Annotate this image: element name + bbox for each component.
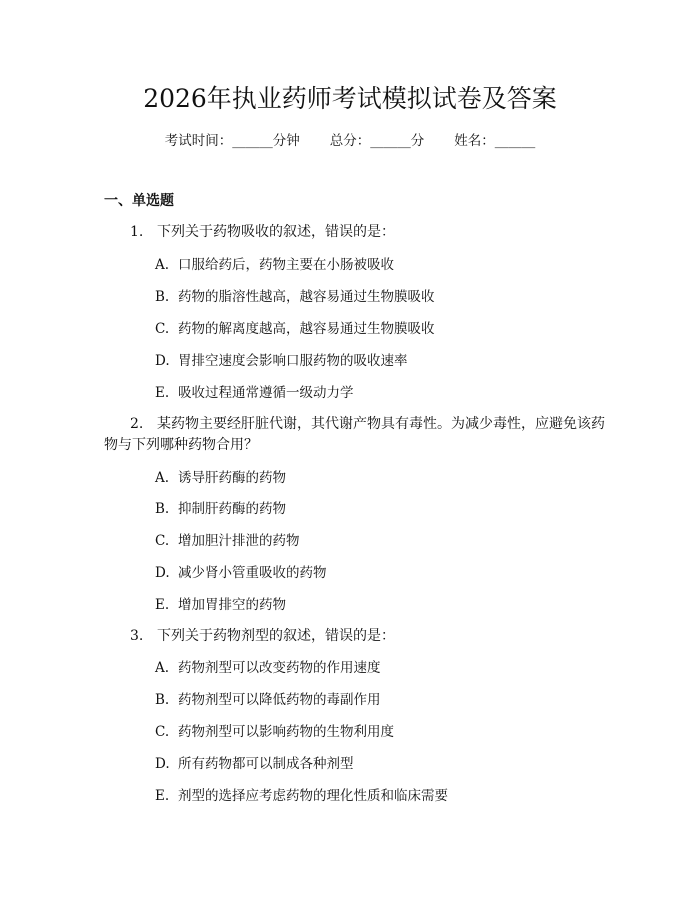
option-letter: C.: [155, 724, 170, 740]
option-text: 抑制肝药酶的药物: [178, 501, 286, 517]
option-e: [155, 786, 448, 806]
option-letter: B.: [155, 692, 170, 708]
option-letter: C.: [155, 321, 170, 337]
question-text: 下列关于药物剂型的叙述，错误的是：: [157, 628, 395, 644]
option-letter: D.: [155, 565, 170, 581]
document-title: 2026年执业药师考试模拟试卷及答案: [143, 84, 557, 113]
option-text: 增加胆汁排泄的药物: [178, 533, 300, 549]
option-text: 剂型的选择应考虑药物的理化性质和临床需要: [178, 788, 448, 804]
option-e: [155, 595, 286, 615]
option-text: 减少肾小管重吸收的药物: [178, 565, 327, 581]
option-d: [155, 754, 354, 774]
option-a: [155, 468, 286, 488]
option-text: 胃排空速度会影响口服药物的吸收速率: [178, 353, 408, 369]
option-letter: A.: [155, 470, 170, 486]
option-text: 所有药物都可以制成各种剂型: [178, 756, 354, 772]
option-a: [155, 255, 394, 275]
option-text: 药物剂型可以改变药物的作用速度: [178, 660, 381, 676]
option-b: [155, 287, 435, 307]
option-c: [155, 722, 394, 742]
question-text-line-1: 某药物主要经肝脏代谢，其代谢产物具有毒性。为减少毒性，应避免该药: [157, 416, 605, 432]
question-text: 下列关于药物吸收的叙述，错误的是：: [157, 224, 395, 240]
exam-time-field: 考试时间：______分钟: [164, 133, 300, 149]
option-letter: E.: [155, 597, 170, 613]
option-text: 药物剂型可以影响药物的生物利用度: [178, 724, 394, 740]
option-d: [155, 351, 408, 371]
option-letter: E.: [155, 385, 170, 401]
option-text: 药物的解离度越高，越容易通过生物膜吸收: [178, 321, 435, 337]
option-letter: B.: [155, 289, 170, 305]
option-letter: A.: [155, 257, 170, 273]
option-letter: E.: [155, 788, 170, 804]
option-letter: C.: [155, 533, 170, 549]
option-text: 口服给药后，药物主要在小肠被吸收: [178, 257, 394, 273]
option-c: [155, 531, 300, 551]
option-d: [155, 563, 327, 583]
question-text-line-2: 物与下列哪种药物合用？: [104, 437, 258, 453]
option-letter: D.: [155, 756, 170, 772]
section-title: 一、单选题: [104, 193, 174, 209]
option-text: 药物剂型可以降低药物的毒副作用: [178, 692, 381, 708]
option-letter: A.: [155, 660, 170, 676]
name-field: 姓名：______: [454, 133, 536, 149]
total-score-field: 总分：______分: [329, 133, 425, 149]
question-number: 3.: [130, 628, 144, 644]
option-b: [155, 499, 286, 519]
option-c: [155, 319, 435, 339]
option-letter: B.: [155, 501, 170, 517]
question-number: 1.: [130, 224, 144, 240]
option-e: [155, 383, 354, 403]
option-a: [155, 658, 381, 678]
option-text: 吸收过程通常遵循一级动力学: [178, 385, 354, 401]
option-letter: D.: [155, 353, 170, 369]
exam-meta-line: [0, 131, 700, 151]
question-number: 2.: [130, 416, 144, 432]
option-b: [155, 690, 381, 710]
option-text: 药物的脂溶性越高，越容易通过生物膜吸收: [178, 289, 435, 305]
option-text: 诱导肝药酶的药物: [178, 470, 286, 486]
option-text: 增加胃排空的药物: [178, 597, 286, 613]
